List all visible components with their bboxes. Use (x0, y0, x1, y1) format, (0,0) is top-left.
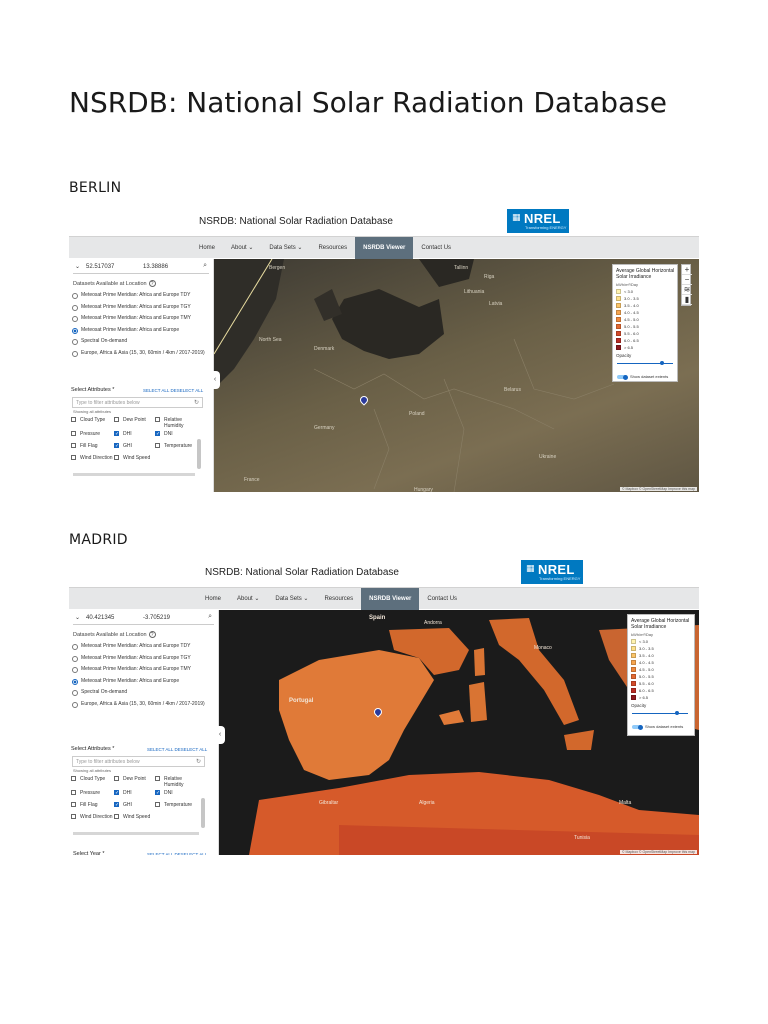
dataset-option[interactable] (71, 327, 211, 339)
nrel-logo-tagline: Transforming ENERGY (525, 225, 567, 230)
legend-swatch (616, 289, 621, 294)
radio-button[interactable] (72, 690, 78, 696)
screenshot-madrid (69, 558, 699, 855)
border (314, 369, 554, 429)
nrel-logo-tagline: Transforming ENERGY (539, 576, 581, 581)
attribute-label: Wind Speed (123, 814, 151, 820)
dataset-list (71, 292, 211, 367)
legend-swatch (616, 324, 621, 329)
filter-placeholder: Type to filter attributes below (76, 400, 140, 406)
attribute-option[interactable] (155, 443, 197, 449)
dataset-option[interactable] (71, 292, 211, 304)
dataset-list (71, 643, 216, 718)
attribute-option[interactable] (155, 417, 197, 429)
legend-class-label: 6.0 - 6.5 (639, 688, 654, 693)
legend-class-label: 6.0 - 6.5 (624, 338, 639, 343)
attribute-option[interactable] (114, 417, 156, 423)
attribute-label: Wind Speed (123, 455, 151, 461)
checkbox[interactable] (71, 776, 76, 781)
legend-swatch (616, 317, 621, 322)
nav-item-contact-us[interactable]: Contact Us (427, 596, 458, 602)
select-all-link[interactable]: SELECT ALL (143, 388, 170, 393)
document-title: NSRDB: National Solar Radiation Database (69, 86, 667, 119)
legend-class (631, 653, 654, 659)
legend-swatch (631, 667, 636, 672)
showing-attributes-note: Showing all attributes (73, 768, 112, 773)
coordinate-input[interactable] (73, 613, 214, 625)
dataset-option[interactable] (71, 315, 211, 327)
attribute-option[interactable] (71, 814, 113, 820)
layers-icon[interactable]: ≋ (683, 285, 691, 294)
dataset-label: Meteosat Prime Meridian: Africa and Europe TGY (81, 303, 191, 310)
chevron-down-icon[interactable]: ⌄ (75, 264, 81, 270)
nav-item-resources[interactable]: Resources (318, 245, 348, 251)
balearic (439, 710, 464, 725)
attribute-option[interactable] (155, 802, 197, 808)
map-place-label: Riga (484, 274, 495, 280)
opacity-label: Opacity (616, 353, 632, 358)
legend-class (631, 646, 654, 652)
checkbox[interactable] (71, 814, 76, 819)
dataset-option[interactable] (71, 689, 216, 701)
select-all-link[interactable]: SELECT ALL (147, 747, 174, 752)
datasets-heading-text: Datasets Available at Location (73, 281, 147, 287)
opacity-slider[interactable] (632, 713, 688, 714)
year-select-links (147, 852, 207, 855)
attribute-option[interactable] (71, 790, 113, 796)
attribute-label: Temperature (164, 802, 193, 808)
select-attributes-heading: Select Attributes * (71, 746, 115, 752)
help-icon[interactable]: ? (149, 631, 156, 638)
legend-swatch (616, 310, 621, 315)
dataset-option[interactable] (71, 350, 211, 367)
attribute-label: Fill Flag (80, 443, 98, 449)
checkbox[interactable]: ✓ (115, 431, 120, 437)
border (514, 339, 614, 399)
section-heading-madrid: MADRID (69, 532, 128, 548)
legend-class-label: > 6.5 (639, 695, 649, 700)
attribute-label: Temperature (164, 443, 193, 449)
latitude-value: 40.421345 (86, 615, 115, 621)
radio-button[interactable] (72, 351, 78, 357)
attribute-option[interactable] (71, 443, 113, 449)
latitude-value: 52.517037 (86, 264, 115, 270)
attribute-option[interactable] (114, 455, 156, 461)
legend-class (631, 667, 654, 673)
legend-class (631, 681, 654, 687)
sea-area (214, 259, 284, 389)
app-title: NSRDB: National Solar Radiation Database (205, 567, 399, 578)
navbar (69, 587, 699, 609)
legend-class-label: 5.5 - 6.0 (624, 331, 639, 336)
legend-class (616, 345, 633, 351)
legend-class (616, 296, 639, 302)
attribute-horizontal-scrollbar[interactable] (73, 473, 195, 476)
dataset-label: Spectral On-demand (81, 689, 128, 695)
attribute-option[interactable] (71, 455, 113, 461)
dataset-option[interactable] (71, 655, 216, 667)
attribute-label: Dew Point (123, 776, 146, 782)
attribute-label: Dew Point (123, 417, 146, 423)
map-place-label: Poland (409, 411, 425, 417)
select-all-year-link[interactable]: SELECT ALL (147, 852, 174, 855)
corsica (474, 648, 485, 676)
checkbox[interactable] (155, 443, 160, 448)
legend-class (616, 324, 639, 330)
attribute-horizontal-scrollbar[interactable] (73, 832, 199, 835)
attribute-option[interactable] (114, 814, 156, 820)
dataset-option[interactable] (71, 304, 211, 316)
nrel-logo[interactable] (507, 209, 569, 233)
help-icon[interactable]: ? (149, 280, 156, 287)
attribute-option[interactable] (71, 417, 113, 423)
attribute-label: Cloud Type (80, 417, 106, 423)
legend-class-label: > 6.5 (624, 345, 634, 350)
zoom-in-button[interactable]: + (682, 265, 692, 275)
dataset-label: Meteosat Prime Meridian: Africa and Europe TMY (81, 666, 191, 672)
dataset-label: Europe, Africa & Asia (15, 30, 60min / 4km / 2017-2019) (81, 700, 205, 707)
legend-class (616, 317, 639, 323)
datasets-heading-text: Datasets Available at Location (73, 632, 147, 638)
sidebar-panel (69, 259, 214, 492)
map-place-label: Latvia (489, 301, 503, 307)
border (444, 379, 464, 492)
attribute-option[interactable] (155, 776, 197, 788)
radio-button[interactable] (72, 328, 78, 334)
deselect-all-link[interactable]: DESELECT ALL (170, 388, 204, 393)
checkbox[interactable]: ✓ (115, 790, 120, 796)
checkbox[interactable] (114, 814, 119, 819)
legend-swatch (631, 688, 636, 693)
attribute-scrollbar[interactable] (197, 439, 201, 469)
map-attribution[interactable]: © Mapbox © OpenStreetMap Improve this map (621, 850, 695, 854)
checkbox[interactable] (114, 455, 119, 460)
checkbox[interactable]: ✓ (156, 431, 161, 437)
showing-attributes-note: Showing all attributes (73, 409, 112, 414)
attribute-label: GHI (123, 802, 132, 808)
dataset-label: Europe, Africa & Asia (15, 30, 60min / 4km / 2017-2019) (81, 349, 205, 356)
attribute-option[interactable] (71, 431, 113, 437)
attribute-option[interactable] (114, 776, 156, 782)
attribute-label: Cloud Type (80, 776, 106, 782)
attribute-label: Relative Humidity (164, 776, 184, 788)
checkbox[interactable] (71, 802, 76, 807)
dataset-label: Meteosat Prime Meridian: Africa and Europe (81, 677, 180, 684)
map-place-label: Gibraltar (319, 800, 339, 806)
refresh-icon[interactable]: ↻ (195, 759, 201, 765)
app-title: NSRDB: National Solar Radiation Database (199, 216, 393, 227)
nav-item-about[interactable]: About ⌄ (231, 245, 254, 251)
attribute-label: Wind Direction (80, 455, 113, 461)
legend-class-label: 4.5 - 5.0 (624, 317, 639, 322)
opacity-slider-knob[interactable] (675, 711, 679, 715)
iberia-land (279, 650, 434, 780)
attribute-option[interactable] (114, 790, 156, 796)
legend-class-label: 5.0 - 5.5 (624, 324, 639, 329)
nrel-grid-icon: ▦ (526, 564, 535, 574)
checkbox[interactable] (71, 431, 76, 436)
dataset-label: Meteosat Prime Meridian: Africa and Europe TDY (81, 292, 191, 298)
zoom-out-button[interactable]: − (682, 275, 692, 285)
legend-class (616, 331, 639, 337)
legend-swatch (631, 646, 636, 651)
refresh-icon[interactable]: ↻ (193, 400, 199, 406)
attribute-label: Wind Direction (80, 814, 113, 820)
dataset-option[interactable] (71, 666, 216, 678)
legend-class-label: 4.5 - 5.0 (639, 667, 654, 672)
navbar (69, 236, 699, 258)
checkbox[interactable] (71, 790, 76, 795)
dataset-label: Meteosat Prime Meridian: Africa and Europe TMY (81, 315, 191, 321)
legend-swatch (616, 296, 621, 301)
dataset-option[interactable] (71, 678, 216, 690)
attribute-label: DNI (164, 431, 173, 437)
map-place-label: Tunisia (574, 835, 590, 841)
legend-swatch (631, 660, 636, 665)
nrel-logo-text: NREL (524, 211, 561, 226)
legend-class (616, 310, 639, 316)
attribute-label: GHI (123, 443, 132, 449)
map-place-label: Germany (314, 425, 335, 431)
attribute-filter-input[interactable] (72, 397, 203, 408)
radio-button[interactable] (72, 293, 78, 299)
nrel-logo-text: NREL (538, 562, 575, 577)
toggle-label: Show dataset extents (630, 374, 669, 379)
legend-class-label: 5.5 - 6.0 (639, 681, 654, 686)
opacity-label: Opacity (631, 703, 647, 708)
nrel-logo[interactable] (521, 560, 583, 584)
checkbox[interactable] (71, 417, 76, 422)
attribute-option[interactable] (71, 802, 113, 808)
map-place-label: North Sea (259, 337, 282, 343)
dataset-label: Meteosat Prime Meridian: Africa and Europe TGY (81, 654, 191, 661)
attribute-option[interactable] (114, 802, 156, 808)
chevron-down-icon[interactable]: ⌄ (75, 615, 81, 621)
map-place-label: Portugal (289, 698, 314, 704)
nav-items (197, 588, 465, 610)
screenshot-berlin (69, 207, 699, 492)
legend-class (631, 639, 648, 645)
datasets-heading (73, 631, 156, 638)
zoom-controls (681, 264, 691, 306)
map-place-label: Ukraine (539, 454, 557, 460)
attribute-label: DNI (164, 790, 173, 796)
legend-swatch (631, 695, 636, 700)
radio-button[interactable] (72, 305, 78, 311)
attribute-label: Relative Humidity (164, 417, 184, 429)
legend-class-label: 3.0 - 3.5 (639, 646, 654, 651)
legend-class-label: < 3.0 (639, 639, 649, 644)
legend-class (631, 674, 654, 680)
attribute-select-links (143, 388, 203, 393)
legend-unit: kWh/m²/Day (616, 282, 638, 287)
nav-items (191, 237, 459, 259)
nav-item-data-sets[interactable]: Data Sets ⌄ (275, 596, 309, 602)
opacity-slider-knob[interactable] (660, 361, 664, 365)
attribute-filter-input[interactable] (72, 756, 205, 767)
legend-class-label: < 3.0 (624, 289, 634, 294)
legend-swatch (631, 653, 636, 658)
dataset-label: Meteosat Prime Meridian: Africa and Europe (81, 326, 180, 333)
longitude-value: -3.705219 (143, 615, 171, 621)
radio-button[interactable] (72, 316, 78, 322)
legend-swatch (616, 303, 621, 308)
checkbox[interactable] (71, 455, 76, 460)
legend-class-label: 3.0 - 3.5 (624, 296, 639, 301)
legend-class (631, 695, 648, 701)
attribute-label: DHI (123, 790, 132, 796)
collapse-panel-button[interactable]: ‹ (215, 726, 225, 744)
attribute-select-links (147, 747, 207, 752)
collapse-panel-button[interactable]: ‹ (210, 371, 220, 389)
attribute-scrollbar[interactable] (201, 798, 205, 828)
dataset-option[interactable] (71, 338, 211, 350)
opacity-slider[interactable] (617, 363, 673, 364)
nrel-grid-icon: ▦ (512, 213, 521, 223)
checkbox[interactable]: ✓ (115, 443, 120, 449)
datasets-heading (73, 280, 156, 287)
legend-swatch (631, 674, 636, 679)
legend-swatch (616, 338, 621, 343)
nav-item-about[interactable]: About ⌄ (237, 596, 260, 602)
checkbox[interactable]: ✓ (115, 802, 120, 808)
map-place-label: Andorra (424, 620, 442, 626)
dataset-option[interactable] (71, 643, 216, 655)
map-place-label: Hungary (414, 487, 433, 492)
checkbox[interactable] (114, 776, 119, 781)
map-legend (627, 614, 695, 736)
baltic-sea (332, 289, 444, 359)
nav-item-resources[interactable]: Resources (324, 596, 354, 602)
dataset-label: Meteosat Prime Meridian: Africa and Europe TDY (81, 643, 191, 649)
viewer-header (69, 558, 699, 586)
map-view[interactable] (214, 259, 699, 492)
legend-class (631, 688, 654, 694)
toggle-knob[interactable] (638, 725, 643, 730)
search-icon[interactable]: ⌕ (203, 262, 207, 269)
border (374, 409, 389, 489)
toggle-label: Show dataset extents (645, 724, 684, 729)
attribute-label: Fill Flag (80, 802, 98, 808)
legend-class-label: 4.0 - 4.5 (624, 310, 639, 315)
nav-item-nsrdb-viewer[interactable]: NSRDB Viewer (355, 237, 413, 259)
nav-item-contact-us[interactable]: Contact Us (421, 245, 452, 251)
checkbox[interactable] (71, 443, 76, 448)
checkbox[interactable] (155, 802, 160, 807)
attribute-option[interactable] (155, 431, 197, 437)
legend-class-label: 4.0 - 4.5 (639, 660, 654, 665)
legend-title: Average Global Horizontal Solar Irradiance (631, 618, 690, 630)
legend-class (616, 289, 633, 295)
italy-land (489, 618, 579, 725)
select-year-heading: Select Year * (73, 851, 105, 855)
legend-class-label: 3.5 - 4.0 (639, 653, 654, 658)
toggle-knob[interactable] (623, 375, 628, 380)
deselect-all-link[interactable]: DESELECT ALL (174, 747, 208, 752)
legend-class-label: 5.0 - 5.5 (639, 674, 654, 679)
radio-button[interactable] (72, 339, 78, 345)
radio-button[interactable] (72, 656, 78, 662)
map-place-label: Malta (619, 800, 632, 806)
legend-swatch (616, 345, 621, 350)
map-place-label: Algeria (419, 800, 435, 806)
attribute-label: DHI (123, 431, 132, 437)
legend-title: Average Global Horizontal Solar Irradiance (616, 268, 675, 280)
search-icon[interactable]: ⌕ (208, 613, 212, 620)
checkbox[interactable]: ✓ (156, 790, 161, 796)
radio-button[interactable] (72, 667, 78, 673)
attribute-option[interactable] (114, 443, 156, 449)
sicily (564, 730, 594, 750)
map-place-label: Tallinn (454, 265, 469, 271)
map-place-label: Spain (369, 615, 386, 621)
radio-button[interactable] (72, 644, 78, 650)
legend-class (616, 338, 639, 344)
attribute-option[interactable] (114, 431, 156, 437)
map-place-label: France (244, 477, 260, 483)
legend-swatch (631, 639, 636, 644)
filter-placeholder: Type to filter attributes below (76, 759, 140, 765)
select-attributes-heading: Select Attributes * (71, 387, 115, 393)
longitude-value: 13.38886 (143, 264, 169, 270)
map-legend (612, 264, 678, 382)
radio-button[interactable] (72, 702, 78, 708)
nav-item-home[interactable]: Home (199, 245, 216, 251)
radio-button[interactable] (72, 679, 78, 685)
map-attribution[interactable]: © Mapbox © OpenStreetMap Improve this map (621, 487, 695, 491)
map-place-label: Belarus (504, 387, 521, 393)
map-place-label: Bergen (269, 265, 286, 271)
nav-item-data-sets[interactable]: Data Sets ⌄ (269, 245, 303, 251)
gulf (419, 259, 474, 287)
checkbox[interactable] (155, 417, 160, 422)
nav-item-home[interactable]: Home (205, 596, 222, 602)
nav-item-nsrdb-viewer[interactable]: NSRDB Viewer (361, 588, 419, 610)
attribute-option[interactable] (71, 776, 113, 782)
legend-class (616, 303, 639, 309)
attribute-label: Pressure (80, 790, 101, 796)
checkbox[interactable] (114, 417, 119, 422)
viewer-header (69, 207, 699, 235)
attribute-label: Pressure (80, 431, 101, 437)
checkbox[interactable] (155, 776, 160, 781)
map-view[interactable] (219, 610, 699, 855)
dataset-option[interactable] (71, 701, 216, 718)
map-place-label: Denmark (314, 346, 335, 352)
attribute-option[interactable] (155, 790, 197, 796)
coordinate-input[interactable] (73, 262, 209, 274)
map-place-label: Lithuania (464, 289, 485, 295)
legend-unit: kWh/m²/Day (631, 632, 653, 637)
legend-swatch (631, 681, 636, 686)
legend-swatch (616, 331, 621, 336)
sidebar-panel (69, 610, 219, 855)
sardinia (469, 682, 487, 722)
section-heading-berlin: BERLIN (69, 180, 122, 196)
map-place-label: Monaco (534, 645, 552, 651)
legend-class (631, 660, 654, 666)
dataset-label: Spectral On-demand (81, 338, 128, 344)
legend-class-label: 3.5 - 4.0 (624, 303, 639, 308)
download-icon[interactable]: ▮ (682, 295, 692, 305)
deselect-all-year-link[interactable]: DESELECT ALL (174, 852, 208, 855)
